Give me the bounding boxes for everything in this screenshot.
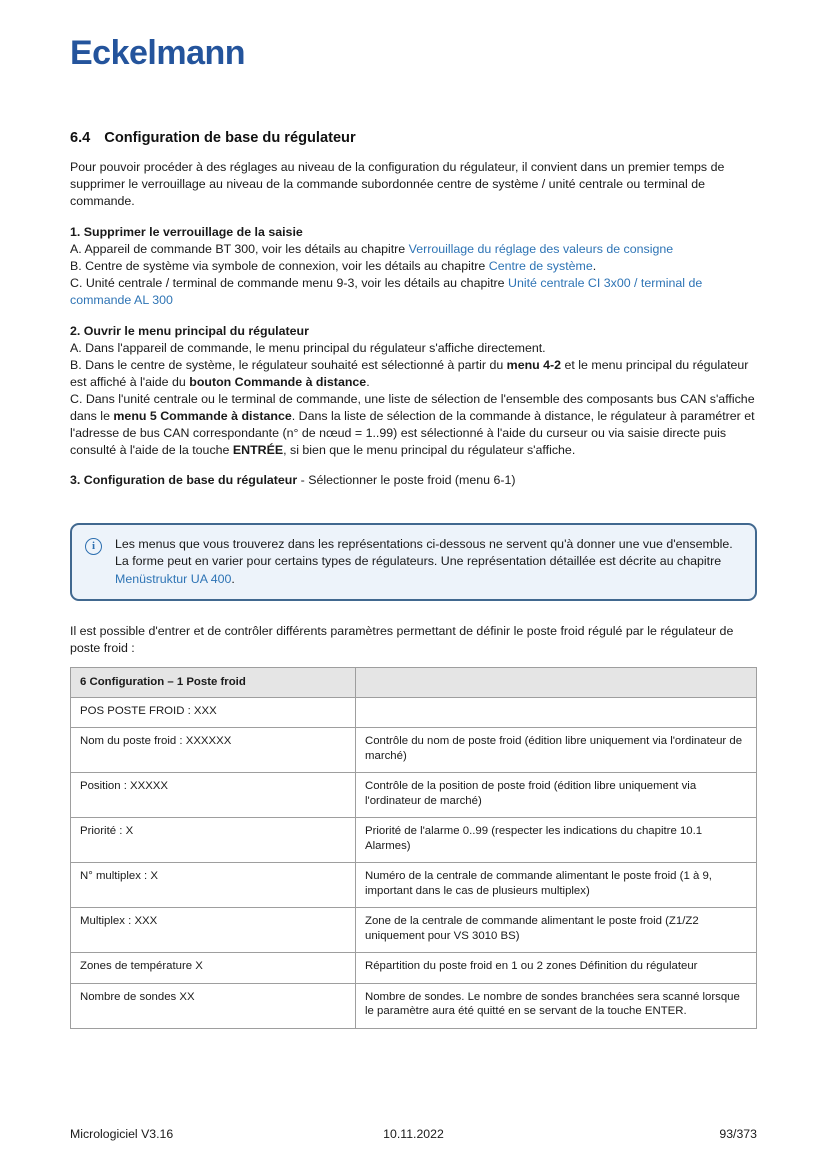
company-logo: Eckelmann (70, 34, 246, 72)
page-content (70, 0, 757, 1029)
param-cell: Nom du poste froid : XXXXXX (71, 728, 356, 773)
desc-cell: Contrôle du nom de poste froid (édition libre uniquement via l'ordinateur de marché) (356, 728, 757, 773)
table-row (71, 818, 757, 863)
footer-date: 10.11.2022 (383, 1127, 444, 1141)
desc-cell: Priorité de l'alarme 0..99 (respecter les indications du chapitre 10.1 Alarmes) (356, 818, 757, 863)
text-run: A. Appareil de commande BT 300, voir les détails au chapitre (70, 241, 409, 256)
text-run: et le menu principal du régulateur est affiché à l'aide du (70, 357, 749, 389)
desc-cell: Répartition du poste froid en 1 ou 2 zones Définition du régulateur (356, 953, 757, 984)
bold-text: bouton Commande à distance (189, 374, 367, 389)
section-title (70, 130, 757, 146)
table-row (71, 953, 757, 984)
section-number: 6.4 (70, 129, 91, 146)
text-run: A. Dans l'appareil de commande, le menu principal du régulateur s'affiche directement. (70, 340, 546, 355)
text-run: - Sélectionner le poste froid (menu 6-1) (297, 472, 516, 487)
text-run: . (231, 571, 235, 586)
table-row (71, 908, 757, 953)
chapter-link[interactable]: Menüstruktur UA 400 (115, 571, 232, 586)
page-footer (70, 1127, 757, 1141)
table-row (71, 697, 757, 728)
parameters-table (70, 667, 757, 1029)
intro-paragraph: Pour pouvoir procéder à des réglages au niveau de la configuration du régulateur, il convient dans un premier temps de supprimer le verrouillage au niveau de la commande subordonnée centre de système / unité centrale ou terminal de commande. (70, 159, 725, 208)
lead-paragraph: Il est possible d'entrer et de contrôler différents paramètres permettant de définir le poste froid régulé par le régulateur de poste froid : (70, 624, 734, 656)
bold-text: 3. Configuration de base du régulateur (70, 472, 298, 487)
step2-line-b (70, 357, 757, 391)
desc-cell (356, 697, 757, 728)
table-row (71, 728, 757, 773)
text-run: B. Dans le centre de système, le régulateur souhaité est sélectionné à partir du (70, 357, 507, 372)
step2-heading: 2. Ouvrir le menu principal du régulateur (70, 323, 309, 338)
text-run: . Dans la liste de sélection de la commande à distance, le régulateur à paramétrer et l'adresse de bus CAN correspondante (n° de nœud = 1..99) est sélectionné à l'aide du curseur ou via saisie directe puis consulté à l'aide de la touche (70, 408, 755, 457)
bold-text: menu 5 Commande à distance (113, 408, 292, 423)
param-cell: N° multiplex : X (71, 863, 356, 908)
text-run: . (366, 374, 370, 389)
chapter-link[interactable]: Unité centrale CI 3x00 / terminal de commande AL 300 (70, 275, 703, 307)
table-row (71, 773, 757, 818)
text-run: C. Unité centrale / terminal de commande menu 9-3, voir les détails au chapitre (70, 275, 509, 290)
desc-cell: Numéro de la centrale de commande alimentant le poste froid (1 à 9, important dans le cas de plusieurs multiplex) (356, 863, 757, 908)
text-run: B. Centre de système via symbole de connexion, voir les détails au chapitre (70, 258, 489, 273)
footer-page-number: 93/373 (719, 1127, 757, 1141)
chapter-link[interactable]: Centre de système (488, 258, 593, 273)
param-cell: Nombre de sondes XX (71, 983, 356, 1028)
param-cell: Position : XXXXX (71, 773, 356, 818)
step2-line-a (70, 340, 757, 357)
chapter-link[interactable]: Verrouillage du réglage des valeurs de consigne (408, 241, 674, 256)
table-header-cell: 6 Configuration – 1 Poste froid (71, 668, 356, 698)
desc-cell: Contrôle de la position de poste froid (édition libre uniquement via l'ordinateur de marché) (356, 773, 757, 818)
step1-heading: 1. Supprimer le verrouillage de la saisie (70, 224, 303, 239)
info-box-text (115, 536, 737, 589)
param-cell: Zones de température X (71, 953, 356, 984)
step1-line-c (70, 275, 757, 309)
bold-text: ENTRÉE (232, 442, 284, 457)
info-icon: i (85, 538, 102, 555)
desc-cell: Zone de la centrale de commande alimentant le poste froid (Z1/Z2 uniquement pour VS 3010 BS) (356, 908, 757, 953)
table-header-row (71, 668, 757, 698)
param-cell: POS POSTE FROID : XXX (71, 697, 356, 728)
info-box (70, 523, 757, 602)
step2-line-c (70, 391, 757, 459)
table-header-cell-empty (356, 668, 757, 698)
step1-line-a (70, 241, 757, 258)
param-cell: Multiplex : XXX (71, 908, 356, 953)
step1-line-b (70, 258, 757, 275)
desc-cell: Nombre de sondes. Le nombre de sondes branchées sera scanné lorsque le paramètre aura été quitté en se servant de la touche ENTER. (356, 983, 757, 1028)
text-run: . (592, 258, 597, 273)
text-run: , si bien que le menu principal du régulateur s'affiche. (283, 442, 576, 457)
step3-line (70, 472, 757, 489)
footer-firmware-version: Micrologiciel V3.16 (70, 1127, 174, 1141)
param-cell: Priorité : X (71, 818, 356, 863)
table-row (71, 863, 757, 908)
table-row (71, 983, 757, 1028)
text-run: Les menus que vous trouverez dans les représentations ci-dessous ne servent qu'à donner une vue d'ensemble. La forme peut en varier pour certains types de régulateurs. Une représentation détaillée est décrite au chapitre (115, 536, 733, 569)
section-title-text: Configuration de base du régulateur (104, 129, 356, 146)
bold-text: menu 4-2 (506, 357, 562, 372)
text-run: C. Dans l'unité centrale ou le terminal de commande, une liste de sélection de l'ensemble des composants bus CAN s'affiche dans le (70, 391, 755, 423)
